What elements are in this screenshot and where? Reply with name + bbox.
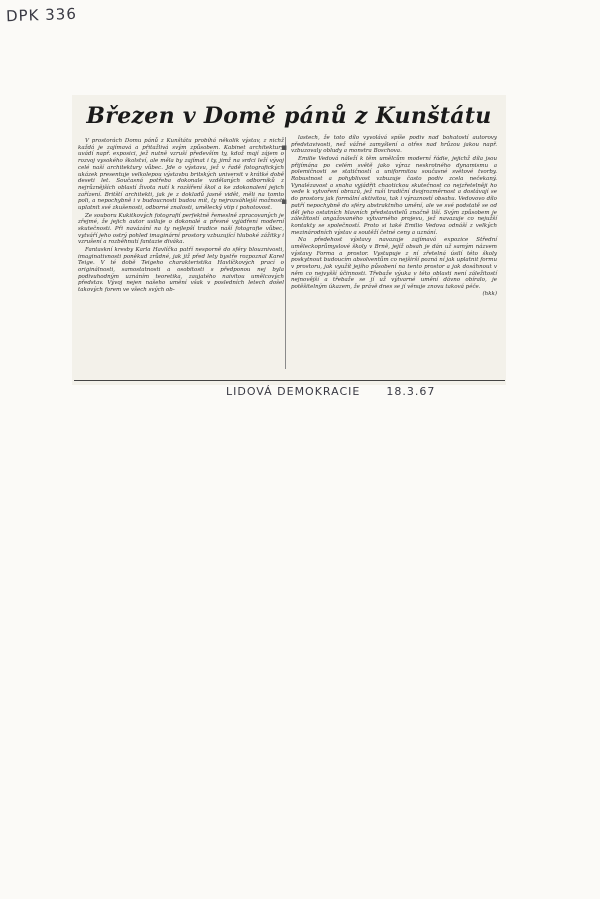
- author-signature: (hkk): [482, 290, 497, 297]
- source-date: 18.3.67: [386, 385, 436, 398]
- paragraph: lastech, že toto dílo vyvolává spíše podiv nad bohatostí autorovy představivosti, než vážné zamyšlení a otřes nad hrůzou jakou např. vzbuzovaly obludy a monstra Boschova.: [291, 135, 497, 155]
- paragraph: Fantaskní kresby Karla Havlíčka patří nesporně do sféry blouznivosti, imaginativnosti poněkud zrůdné, jak již před lety bystře rozpoznal Karel Teige. V té době Teigeho charakteristika Havlíčkových prací o originálnosti, samostatnosti a osobitosti s předponou nej byla podivuhodným uznáním teoretika, zaujatého naivitou umělcových představ. Vývoj nejen našeho umění však v posledních letech došel takových forem ve všech svých ob-: [78, 246, 284, 294]
- archive-mark: DPK 336: [5, 4, 78, 26]
- headline: Březen v Domě pánů z Kunštátu: [86, 103, 492, 129]
- newspaper-clipping: [72, 95, 506, 385]
- column-bullet: ▪: [281, 143, 288, 153]
- column-divider: [285, 137, 286, 369]
- source-newspaper: LIDOVÁ DEMOKRACIE: [226, 385, 361, 398]
- column-bullet: ▪: [281, 197, 288, 207]
- source-annotation: [226, 385, 461, 398]
- article-column-left: [78, 138, 284, 294]
- article-column-right: [291, 135, 497, 297]
- paragraph: Emilie Vedová náleží k těm umělcům moderní řádie, jejichž díla jsou přijímána po celém světě jako výraz neskrotného dynamismu a polemičnosti se statičností a uniformitou současné světové tvorby. Robustnost a pohyblivost vzbuzuje často podiv zcela nečekaný. Vynalézavost a snaha vyjádřit chaotickou skutečnost co nejzřetelněji ho vede k vytvoření obrazů, jež ruší tradiční dvojrozměrnost a dostávají se do prostoru jak formální aktivitou, tak i výrazností obsahu. Vedovovo dílo patří nepochybně do sféry abstraktního umění, ale ve své podstatě se od děl jeho ostatních hlavních představitelů značně liší. Svým způsobem je záležitostí angažovaného výtvarného projevu, jež navazuje co nejužší kontakty se společností. Proto si také Emilio Vedova odnáší z velkých mezinárodních výstav a soutěží četné ceny a uznání.: [291, 155, 497, 236]
- paragraph: Na předehost výstavy navazuje zajímavá expozice Střední uměleckoprůmyslové školy v Brně, jejíž obsah je dán už samým názvem výstavy Forma a prostor. Vystupuje z ní zřetelná úsilí této školy poskytnout budoucím absolventům co nejširší pozná ní jak uplatnit formu v prostoru, jak využít jejího působení na tento prostor a jak dosáhnout v něm co nejvyšší účinnosti. Třebaže výuka v této oblasti není záležitostí nejnovější a třebaže se jí už výtvarné umění dávno obíralo, je potěšitelným úkazem, že právě dnes se jí věnuje znovu taková péče.: [291, 237, 497, 291]
- paragraph: Ze souboru Kukitkových fotografií perfektně řemeslně zpracovaných je zřejmé, že jejich autor usiluje o dokonalé a přesné vyjádření moderní skutečnosti. Při navázání na ty nejlepší tradice naší fotografie vůbec, vytváří jeho ostrý pohled imaginární prostory vzbuzující hluboké zážitky i vzrušení a rozběhnutí fantazie diváka.: [78, 212, 284, 246]
- clipping-bottom-rule: [74, 380, 505, 381]
- paragraph: V prostorách Domu pánů z Kunštátu probíhá několik výstav, z nichž každá je zajímavá a přitažlivá svým způsobem. Kabinet architektury uvádí např. exposici, jež nutně vzruší především ty, kdož mají zájem o rozvoj vysokého školství, ale měla by zajímat i ty, jimž na srdci leží vývoj celé naší architektury vůbec. Jde o výstavu, jež v řadě fotografických ukázek presentuje velkolepou výstavbu britských universit v krátké době deseti let. Současná potřeba dokonale vzdělaných odborníků z nejrůznějších oblastí života nutí k rozšíření škol a ke zdokonalení jejich zařízení. Britští architekti, jak je z dokladů jasně vidět, měli na tomto poli, a nepochybně i v budoucnosti budou mít, ty nejrozsáhlejší možnosti uplatnit své zkušenosti, odborné znalosti, umělecký vtip i pohotovost.: [78, 138, 284, 212]
